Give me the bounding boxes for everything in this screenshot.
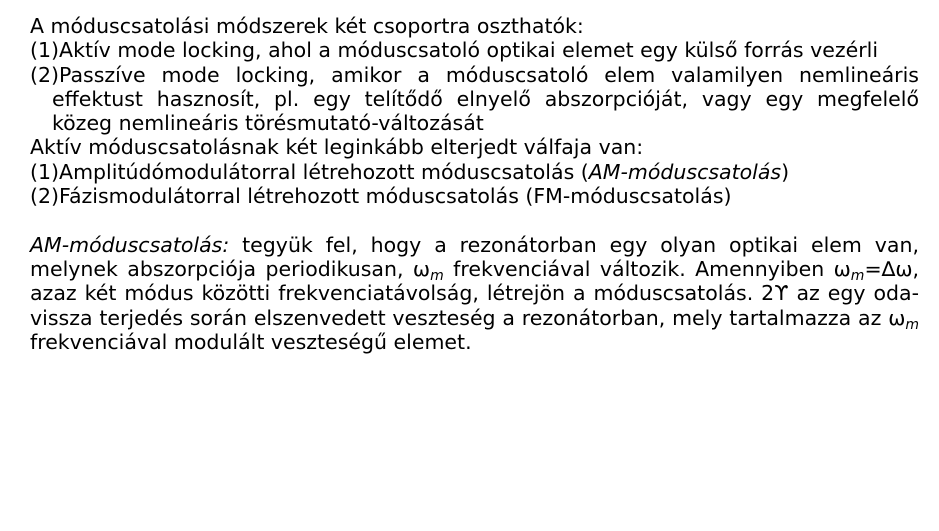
method-text: Passzíve mode locking, amikor a móduscsatoló elem valamilyen nemlineáris effektust hasznosít, pl. egy telítődő elnyelő abszorpcióját, vagy egy megfelelő közeg nemlineáris törésmutató-változását xyxy=(52,62,919,136)
omega-subscript: m xyxy=(905,316,919,333)
method-item-active xyxy=(30,38,919,62)
method-number: (1) xyxy=(30,38,60,63)
intro-line: A móduscsatolási módszerek két csoportra oszthatók: xyxy=(30,14,584,38)
method-item-passive xyxy=(30,63,919,136)
type-italic-term: AM-móduscsatolás xyxy=(588,159,782,184)
am-lead-term: AM-móduscsatolás: xyxy=(30,232,230,257)
paragraph-gap xyxy=(30,208,919,232)
type-text: Fázismodulátorral létrehozott móduscsatolás (FM-móduscsatolás) xyxy=(59,184,732,209)
omega-subscript: m xyxy=(430,267,444,284)
active-type-fm xyxy=(30,184,919,208)
method-number: (2) xyxy=(30,62,60,87)
am-paragraph xyxy=(30,233,919,354)
omega-symbol: ω xyxy=(888,305,906,330)
omega-symbol: ω xyxy=(412,256,431,281)
am-text-2: frekvenciával változik. Amennyiben xyxy=(443,256,834,281)
type-number: (2) xyxy=(30,184,60,209)
am-text-1: tegyük fel, hogy a rezonátorban egy olyan optikai elem van, melynek abszorpciója periodikusan, xyxy=(30,232,919,281)
active-intro-line: Aktív móduscsatolásnak két leginkább elterjedt válfaja van: xyxy=(30,135,644,160)
type-number: (1) xyxy=(30,159,60,184)
active-type-am xyxy=(30,160,919,184)
type-close-paren: ) xyxy=(781,159,790,184)
type-text: Amplitúdómodulátorral létrehozott móduscsatolás ( xyxy=(59,159,589,184)
am-text-4: frekvenciával modulált veszteségű elemet. xyxy=(30,329,472,354)
am-text-3: =∆ω, azaz két módus közötti frekvenciatávolság, létrejön a móduscsatolás. 2ϒ az egy oda-vissza terjedés során elszenvedett veszteség a rezonátorban, mely tartalmazza az xyxy=(30,256,920,330)
omega-subscript: m xyxy=(850,267,865,284)
method-text: Aktív mode locking, ahol a móduscsatoló optikai elemet egy külső forrás vezérli xyxy=(59,38,879,63)
omega-symbol: ω xyxy=(833,256,851,281)
